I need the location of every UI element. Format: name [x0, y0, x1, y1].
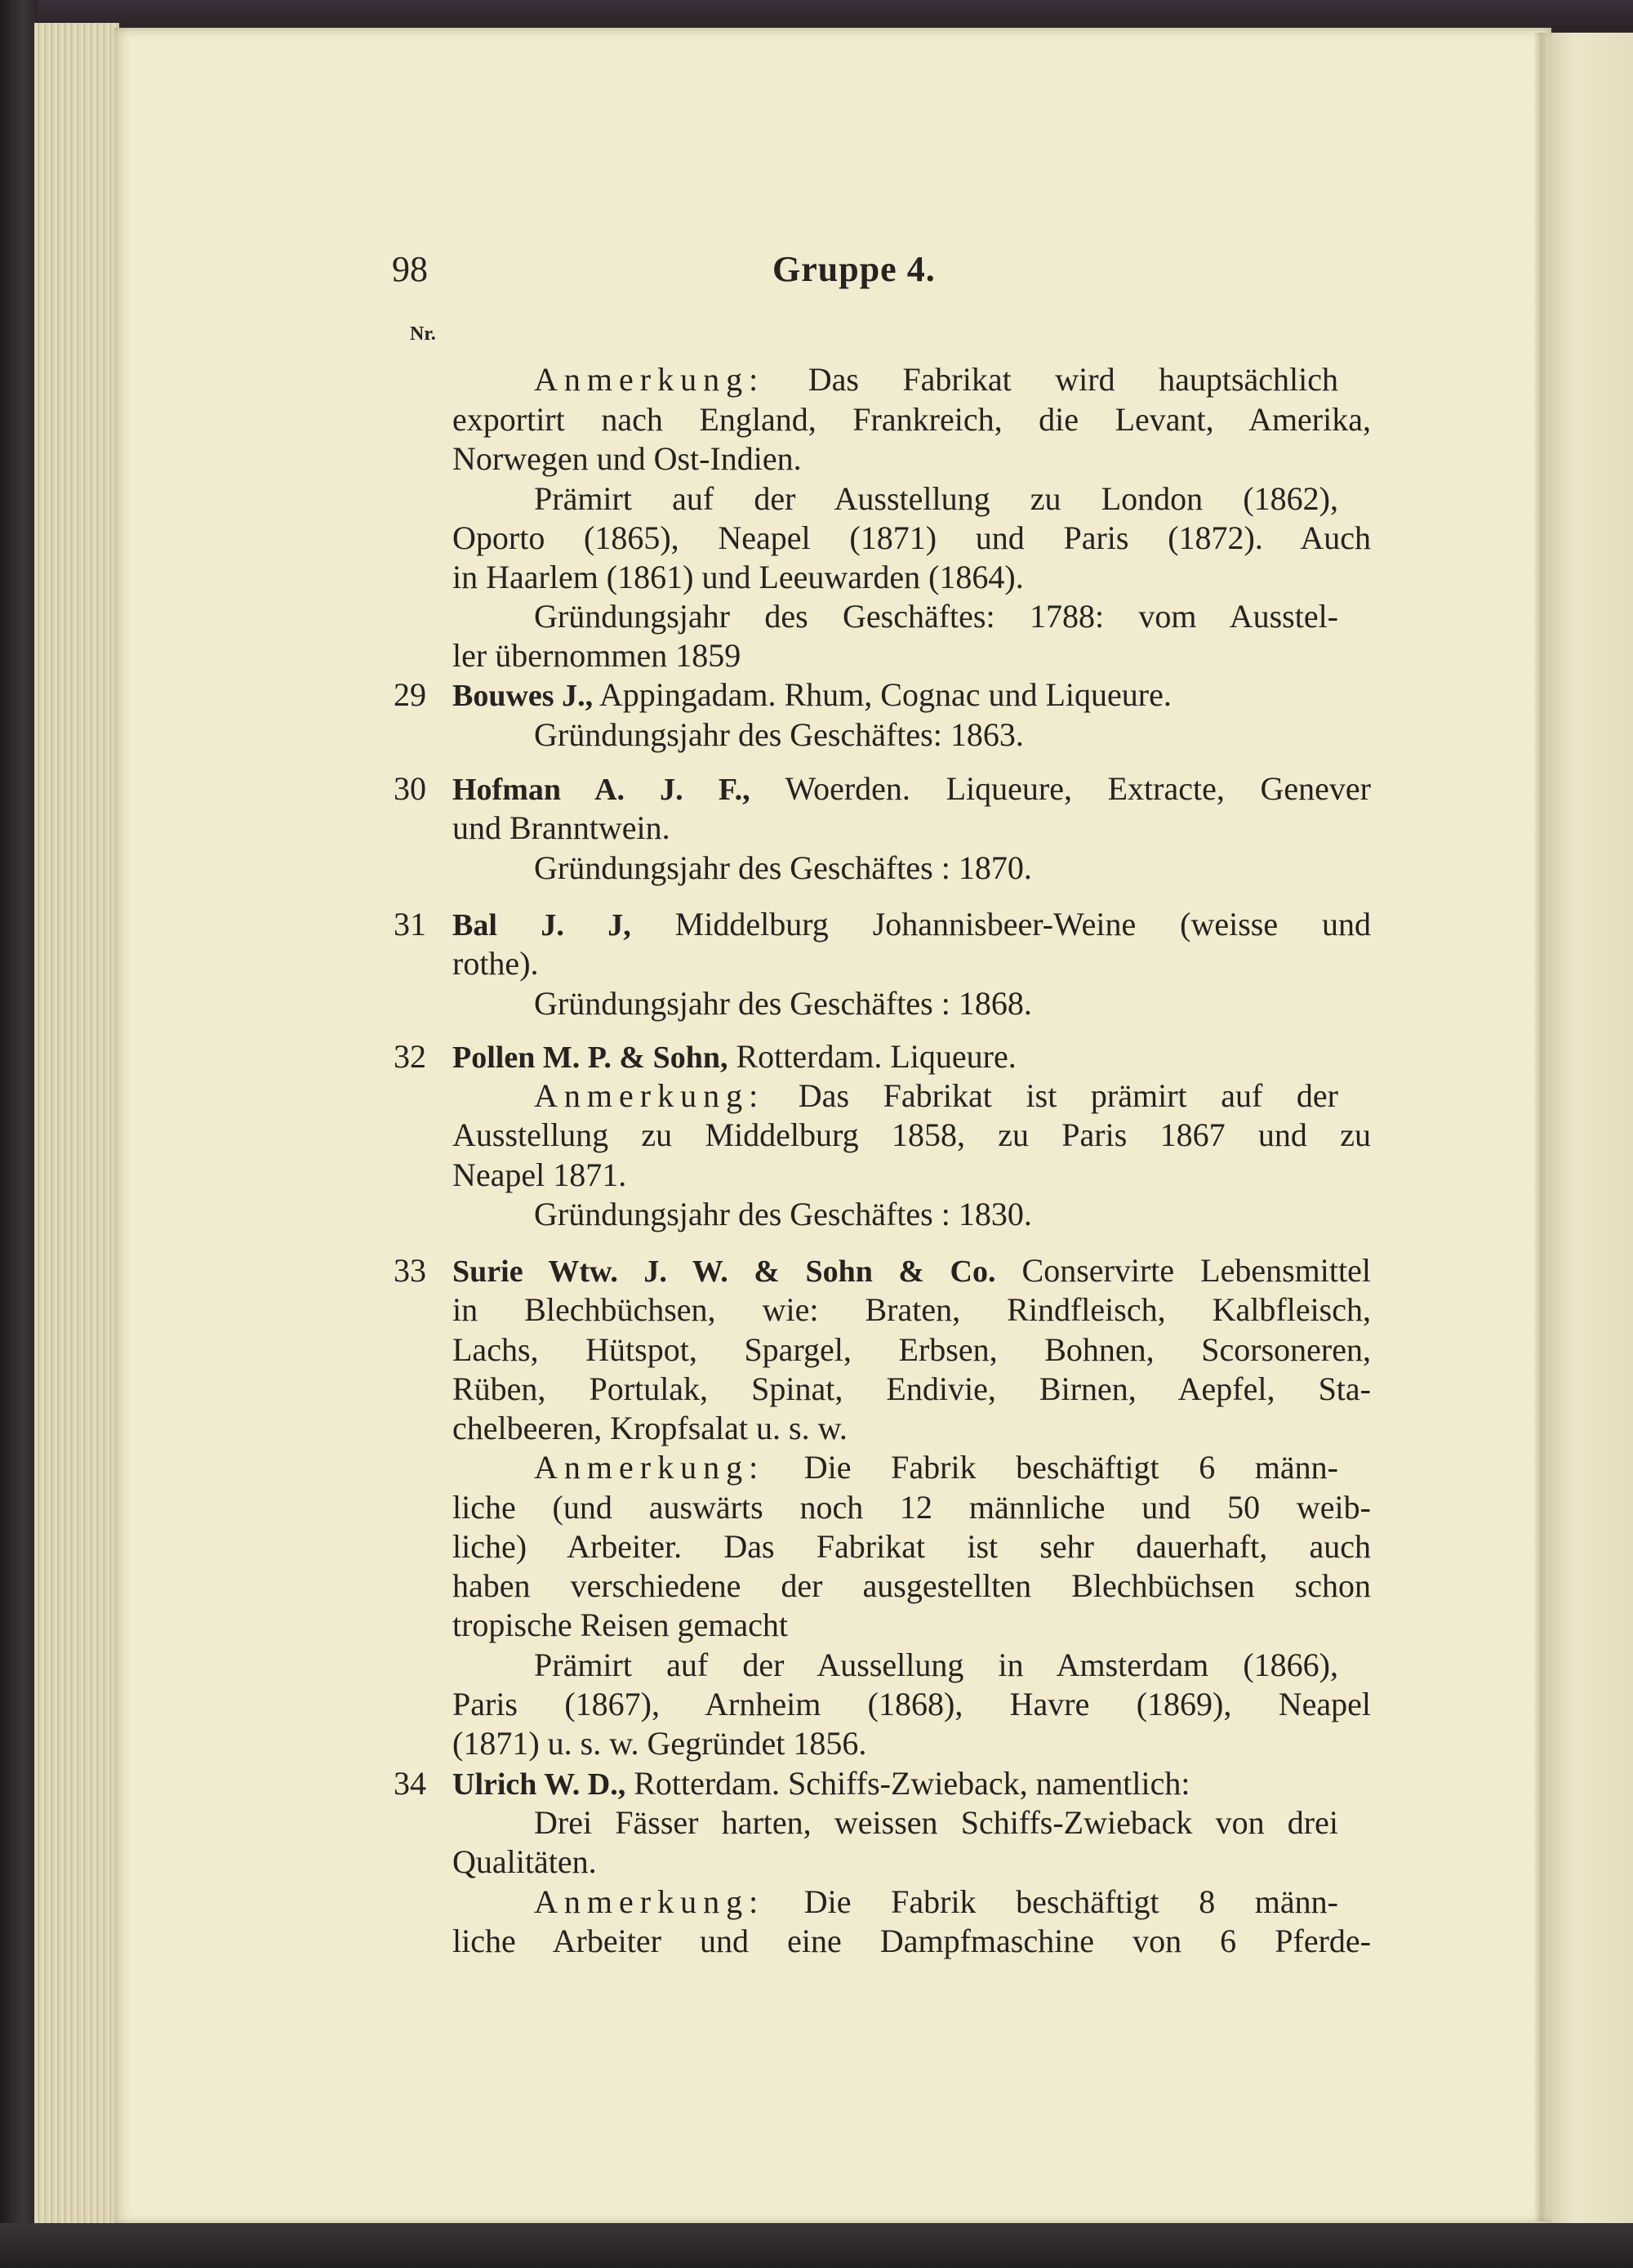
entry-29-line-1: Bouwes J., Appingadam. Rhum, Cognac und Liqueure.: [452, 676, 1172, 713]
entry-34-line-1: Ulrich W. D., Rotterdam. Schiffs-Zwieback, namentlich:: [452, 1765, 1190, 1802]
note-label: Anmerkung:: [534, 361, 765, 398]
entry-31-line-2: rothe).: [452, 945, 539, 982]
entry-29-founded: Gründungsjahr des Geschäftes: 1863.: [534, 716, 1024, 753]
nr-column-label: Nr.: [410, 323, 436, 345]
entry-32-note-line-2: Ausstellung zu Middelburg 1858, zu Paris 1867 und zu: [452, 1116, 1371, 1153]
entry-33-award-line-1: Prämirt auf der Aussellung in Amsterdam (1866),: [534, 1646, 1338, 1683]
page-fold-shadow: [1533, 33, 1550, 2221]
note-label: Anmerkung:: [534, 1883, 765, 1920]
page-number: 98: [392, 249, 428, 289]
entry-number-29: 29: [394, 676, 426, 713]
entry-33-award-line-3: (1871) u. s. w. Gegründet 1856.: [452, 1725, 867, 1762]
entry-33-note-line-3: liche) Arbeiter. Das Fabrikat ist sehr dauerhaft, auch: [452, 1528, 1371, 1565]
running-title: Gruppe 4.: [772, 249, 936, 289]
page-edges: [34, 23, 119, 2238]
entry-31-line-1: Bal J. J, Middelburg Johannisbeer-Weine (weisse und: [452, 906, 1372, 942]
entry-33-line-3: Lachs, Hütspot, Spargel, Erbsen, Bohnen, Scorsoneren,: [452, 1331, 1371, 1368]
book-cover-top: [0, 0, 1633, 29]
book-cover-bottom: [0, 2223, 1633, 2268]
next-page-edge: [1547, 33, 1633, 2230]
note-label: Anmerkung:: [534, 1077, 765, 1114]
entry-33-line-2: in Blechbüchsen, wie: Braten, Rindfleisch, Kalbfleisch,: [452, 1291, 1371, 1328]
entry-33-award-line-2: Paris (1867), Arnheim (1868), Havre (1869), Neapel: [452, 1686, 1371, 1722]
exhibitor-name: Ulrich W. D.,: [452, 1767, 626, 1802]
entry-32-note-line-1: Anmerkung: Das Fabrikat ist prämirt auf der: [534, 1077, 1339, 1114]
entry-32-line-1: Pollen M. P. & Sohn, Rotterdam. Liqueure.: [452, 1038, 1017, 1075]
entry-33-line-4: Rüben, Portulak, Spinat, Endivie, Birnen, Aepfel, Sta-: [452, 1370, 1371, 1407]
intro-line-6: in Haarlem (1861) und Leeuwarden (1864).: [452, 559, 1024, 595]
entry-33-note-line-1: Anmerkung: Die Fabrik beschäftigt 6 männ-: [534, 1449, 1338, 1486]
exhibitor-name: Bouwes J.,: [452, 679, 594, 713]
entry-number-34: 34: [394, 1765, 426, 1802]
exhibitor-name: Hofman A. J. F.,: [452, 773, 750, 807]
entry-number-32: 32: [394, 1038, 426, 1075]
entry-30-line-2: und Branntwein.: [452, 809, 670, 846]
exhibitor-name: Bal J. J,: [452, 908, 631, 942]
intro-line-4: Prämirt auf der Ausstellung zu London (1862),: [534, 480, 1338, 517]
entry-33-note-line-4: haben verschiedene der ausgestellten Blechbüchsen schon: [452, 1567, 1371, 1604]
entry-33-line-1: Surie Wtw. J. W. & Sohn & Co. Conservirte Lebensmittel: [452, 1252, 1372, 1289]
exhibitor-name: Surie Wtw. J. W. & Sohn & Co.: [452, 1254, 996, 1289]
intro-line-7: Gründungsjahr des Geschäftes: 1788: vom Ausstel-: [534, 598, 1338, 635]
entry-33-note-line-2: liche (und auswärts noch 12 männliche und 50 weib-: [452, 1489, 1371, 1526]
entry-number-30: 30: [394, 770, 426, 807]
entry-34-line-3: Qualitäten.: [452, 1843, 597, 1880]
intro-line-3: Norwegen und Ost-Indien.: [452, 440, 802, 477]
intro-line-8: ler übernommen 1859: [452, 637, 741, 674]
entry-32-founded: Gründungsjahr des Geschäftes : 1830.: [534, 1196, 1032, 1232]
entry-32-note-line-3: Neapel 1871.: [452, 1156, 627, 1193]
intro-line-5: Oporto (1865), Neapel (1871) und Paris (1872). Auch: [452, 519, 1371, 556]
entry-number-33: 33: [394, 1252, 426, 1289]
book-cover-left: [0, 0, 38, 2268]
entry-33-note-line-5: tropische Reisen gemacht: [452, 1606, 788, 1643]
entry-number-31: 31: [394, 906, 426, 942]
entry-34-line-2: Drei Fässer harten, weissen Schiffs-Zwieback von drei: [534, 1804, 1338, 1841]
note-label: Anmerkung:: [534, 1449, 765, 1486]
entry-31-founded: Gründungsjahr des Geschäftes : 1868.: [534, 985, 1032, 1022]
exhibitor-name: Pollen M. P. & Sohn,: [452, 1040, 728, 1075]
entry-33-line-5: chelbeeren, Kropfsalat u. s. w.: [452, 1410, 848, 1446]
entry-30-founded: Gründungsjahr des Geschäftes : 1870.: [534, 849, 1032, 886]
intro-line-1: Anmerkung: Das Fabrikat wird hauptsächlich: [534, 361, 1338, 398]
entry-30-line-1: Hofman A. J. F., Woerden. Liqueure, Extracte, Genever: [452, 770, 1371, 807]
intro-line-2: exportirt nach England, Frankreich, die Levant, Amerika,: [452, 401, 1371, 438]
entry-34-note-line-1: Anmerkung: Die Fabrik beschäftigt 8 männ-: [534, 1883, 1338, 1920]
entry-34-note-line-2: liche Arbeiter und eine Dampfmaschine von 6 Pferde-: [452, 1923, 1371, 1959]
